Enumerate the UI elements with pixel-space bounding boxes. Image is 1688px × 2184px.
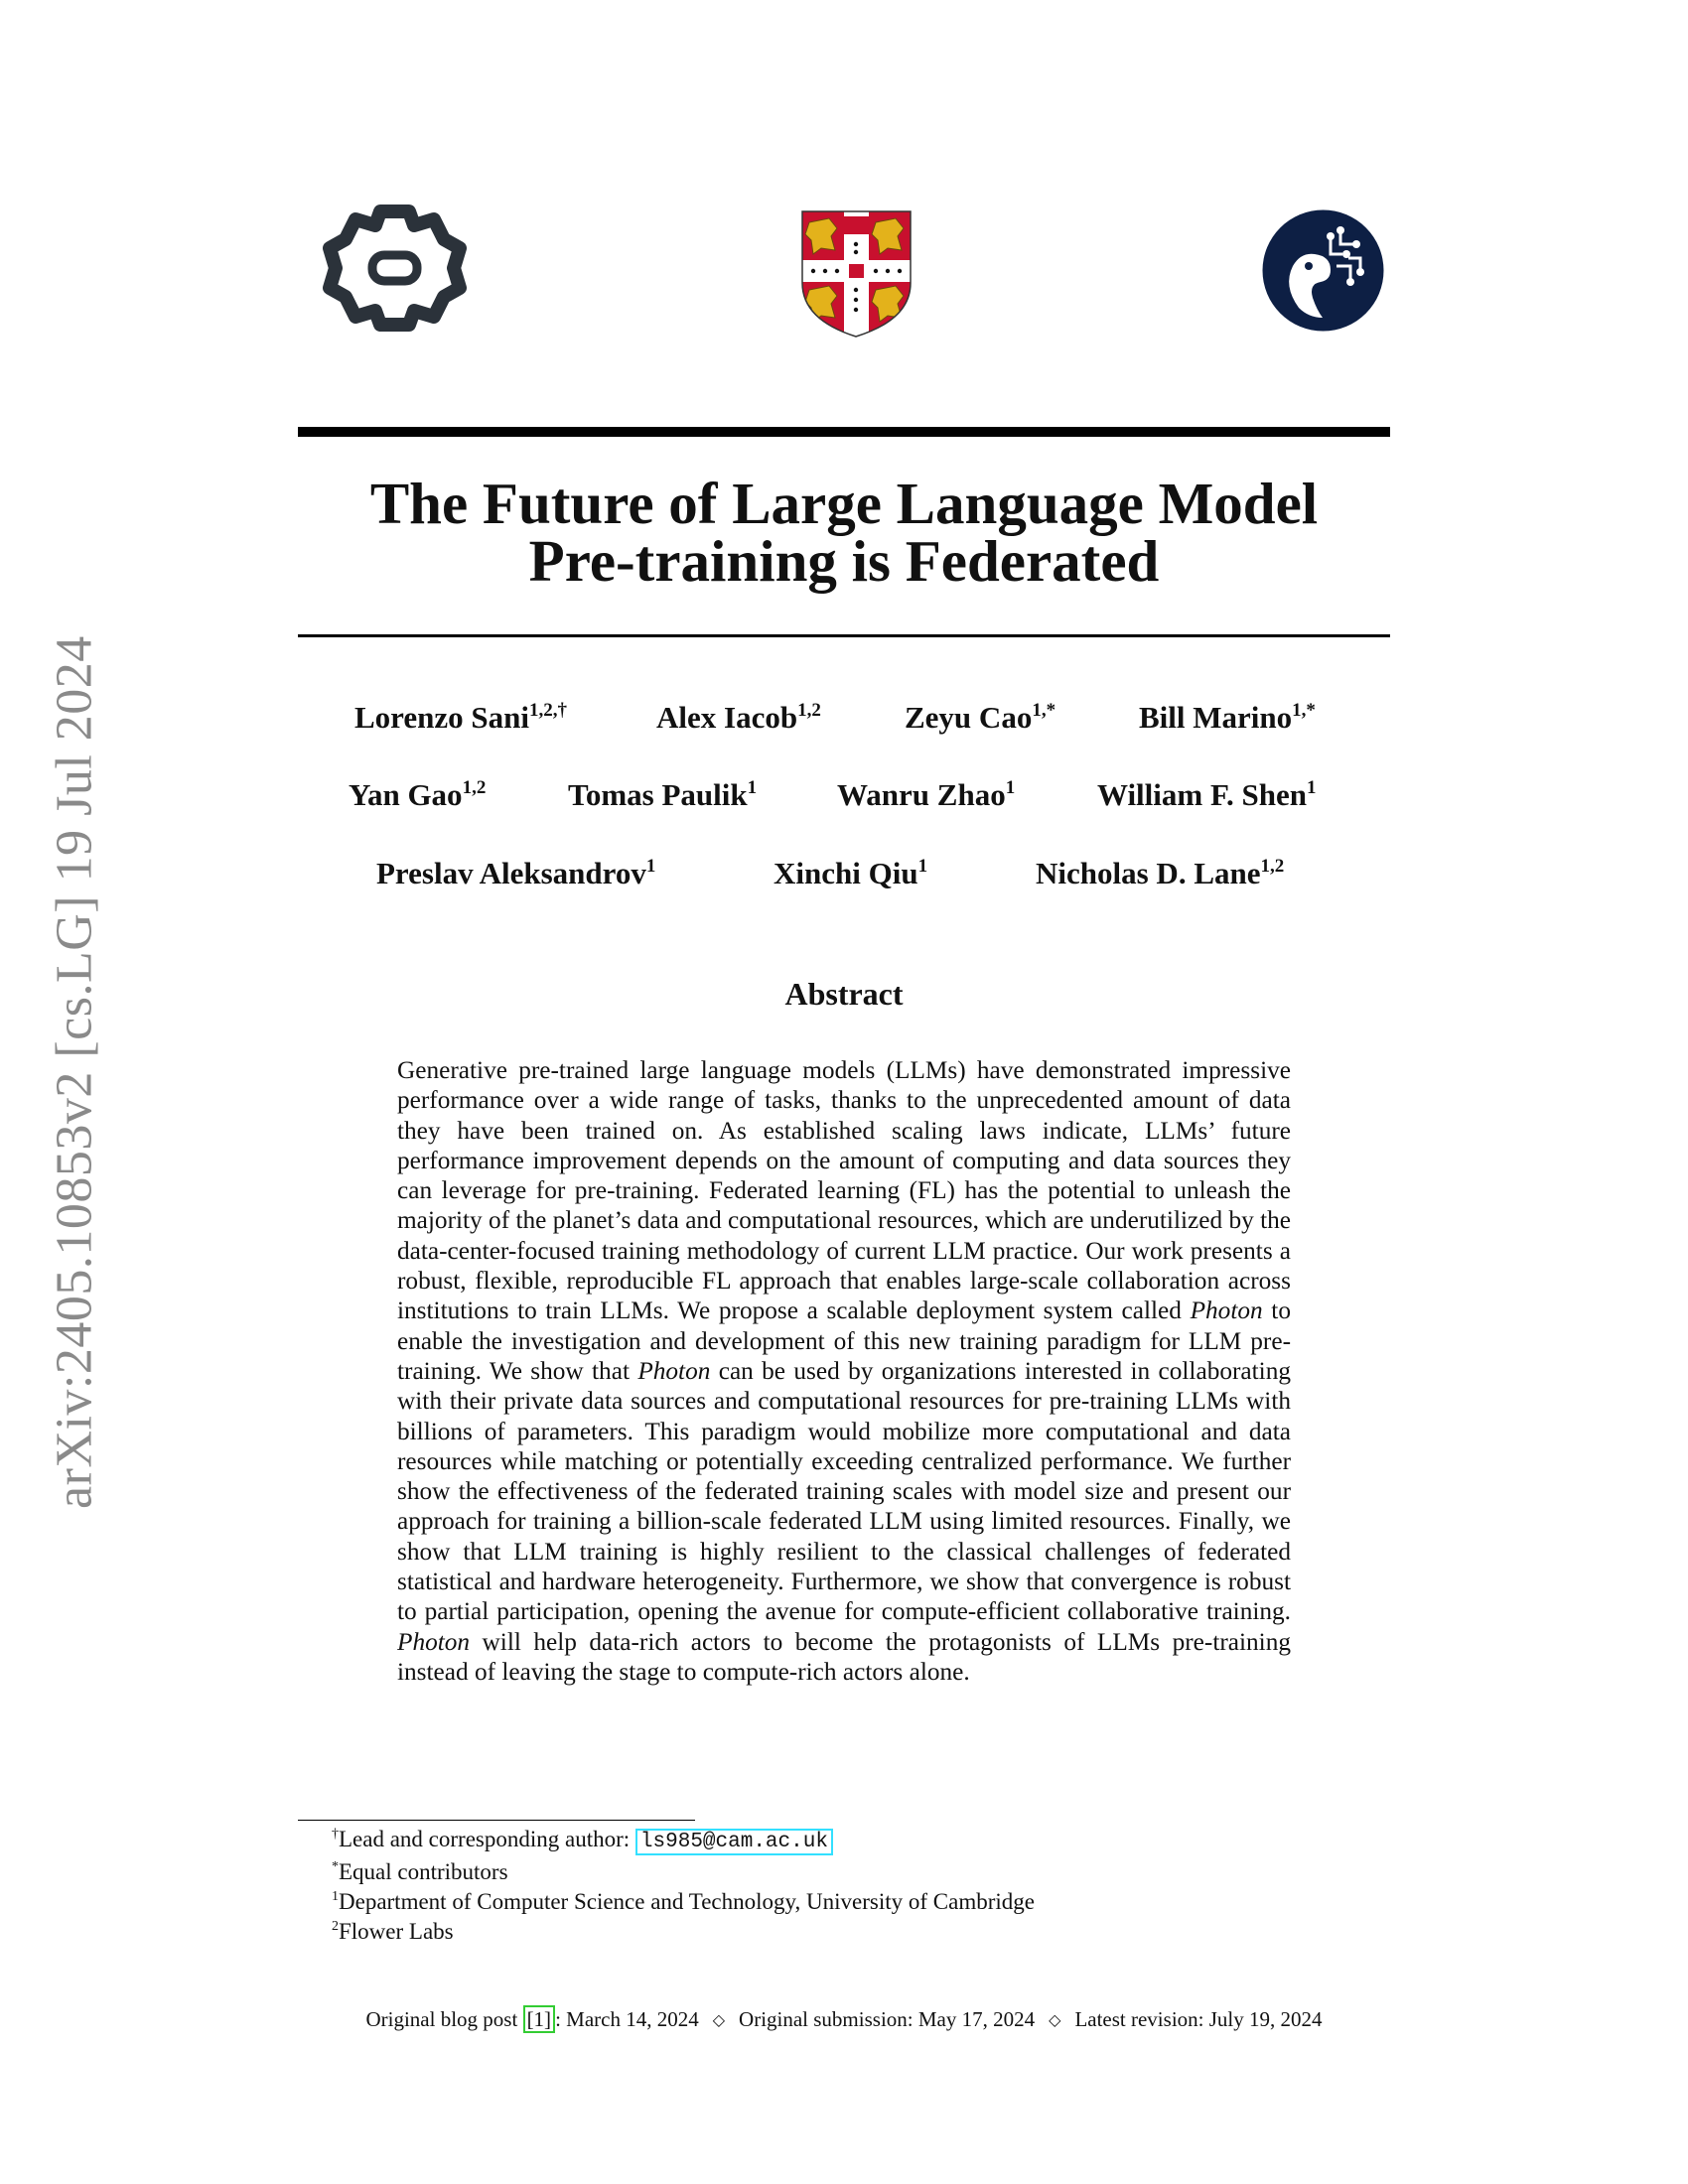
title-line-1: The Future of Large Language Model (369, 471, 1319, 536)
title-line-2: Pre-training is Federated (528, 528, 1160, 594)
gear-logo-icon (323, 204, 467, 333)
arxiv-identifier: arXiv:2405.10853v2 [cs.LG] 19 Jul 2024 (46, 635, 103, 1509)
author: Alex Iacob$^{1,2}$ (656, 700, 821, 735)
author: Tomas Paulik$^1$ (568, 777, 758, 812)
university-of-cambridge-crest-icon (799, 208, 914, 340)
author: Wanru Zhao$^1$ (837, 777, 1016, 812)
author: Nicholas D. Lane$^{1,2}$ (1036, 856, 1285, 890)
abstract-heading: Abstract (784, 976, 904, 1012)
author: Yan Gao$^{1,2}$ (349, 777, 487, 812)
photon-name: Photon (397, 1627, 471, 1656)
photon-name: Photon (637, 1356, 711, 1385)
footnote-affiliation-2: $^2$Flower Labs (332, 1919, 454, 1944)
photon-name: Photon (1190, 1297, 1263, 1325)
title-top-rule (298, 427, 1390, 437)
flower-labs-logo-icon (1261, 208, 1385, 333)
diamond-separator-icon: ◇ (1049, 2012, 1061, 2029)
citation-link[interactable]: [1] (523, 2005, 556, 2033)
author: William F. Shen$^1$ (1097, 777, 1317, 812)
abstract-body: Generative pre-trained large language models (LLMs) have demonstrated impressive performance over a wide range of tasks, thanks to the unprecedented amount of data they have been trained on. As established scaling laws indicate, LLMs’ future performance improvement depends on the amount of computing and data sources they can leverage for pre-training. Federated learning (FL) has the potential to unleash the majority of the planet’s data and computational resources, which are underutilized by the data-center-focused training methodology of current LLM practice. Our work presents a robust, flexible, reproducible FL approach that enables large-scale collaboration across institutions to train LLMs. We propose a scalable deployment system called Photon to enable the investigation and development of this new training paradigm for LLM pre-training. We show that Photon can be used by organizations interested in collaborating with their private data sources and computational resources for pre-training LLMs with billions of parameters. This paradigm would mobilize more computational and data resources while matching or potentially exceeding centralized performance. We further show the effectiveness of the federated training scales with model size and present our approach for training a billion-scale federated LLM using limited resources. Finally, we show that LLM training is highly resilient to the classical challenges of federated statistical and hardware heterogeneity. Furthermore, we show that convergence is robust to partial participation, opening the avenue for compute-efficient collaborative training. Photon will help data-rich actors to become the protagonists of LLMs pre-training instead of leaving the stage to compute-rich actors alone. (397, 1056, 1291, 1686)
publication-dates: Original blog post [1] : March 14, 2024 ◇ Original submission: May 17, 2024 ◇ Latest revision: July 19, 2024 (365, 2007, 1323, 2031)
footnote-equal-contributors: *Equal contributors (332, 1859, 508, 1884)
author: Xinchi Qiu$^1$ (774, 856, 928, 890)
author: Zeyu Cao$^{1,*}$ (905, 700, 1056, 735)
footnote-rule (298, 1820, 695, 1821)
email-link[interactable]: ls985@cam.ac.uk (635, 1829, 833, 1855)
footnote-affiliation-1: $^1$Department of Computer Science and Technology, University of Cambridge (332, 1889, 1035, 1914)
author: Preslav Aleksandrov$^1$ (376, 856, 656, 890)
author: Lorenzo Sani$^{1,2,\dagger}$ (354, 700, 567, 735)
diamond-separator-icon: ◇ (712, 2012, 726, 2029)
title-bottom-rule (298, 634, 1390, 637)
author: Bill Marino$^{1,*}$ (1139, 700, 1316, 735)
paper-title (298, 471, 1390, 594)
footnotes (332, 1825, 1035, 1947)
footnote-lead-author: †Lead and corresponding author: ls985@cam.ac.uk (332, 1825, 1035, 1857)
